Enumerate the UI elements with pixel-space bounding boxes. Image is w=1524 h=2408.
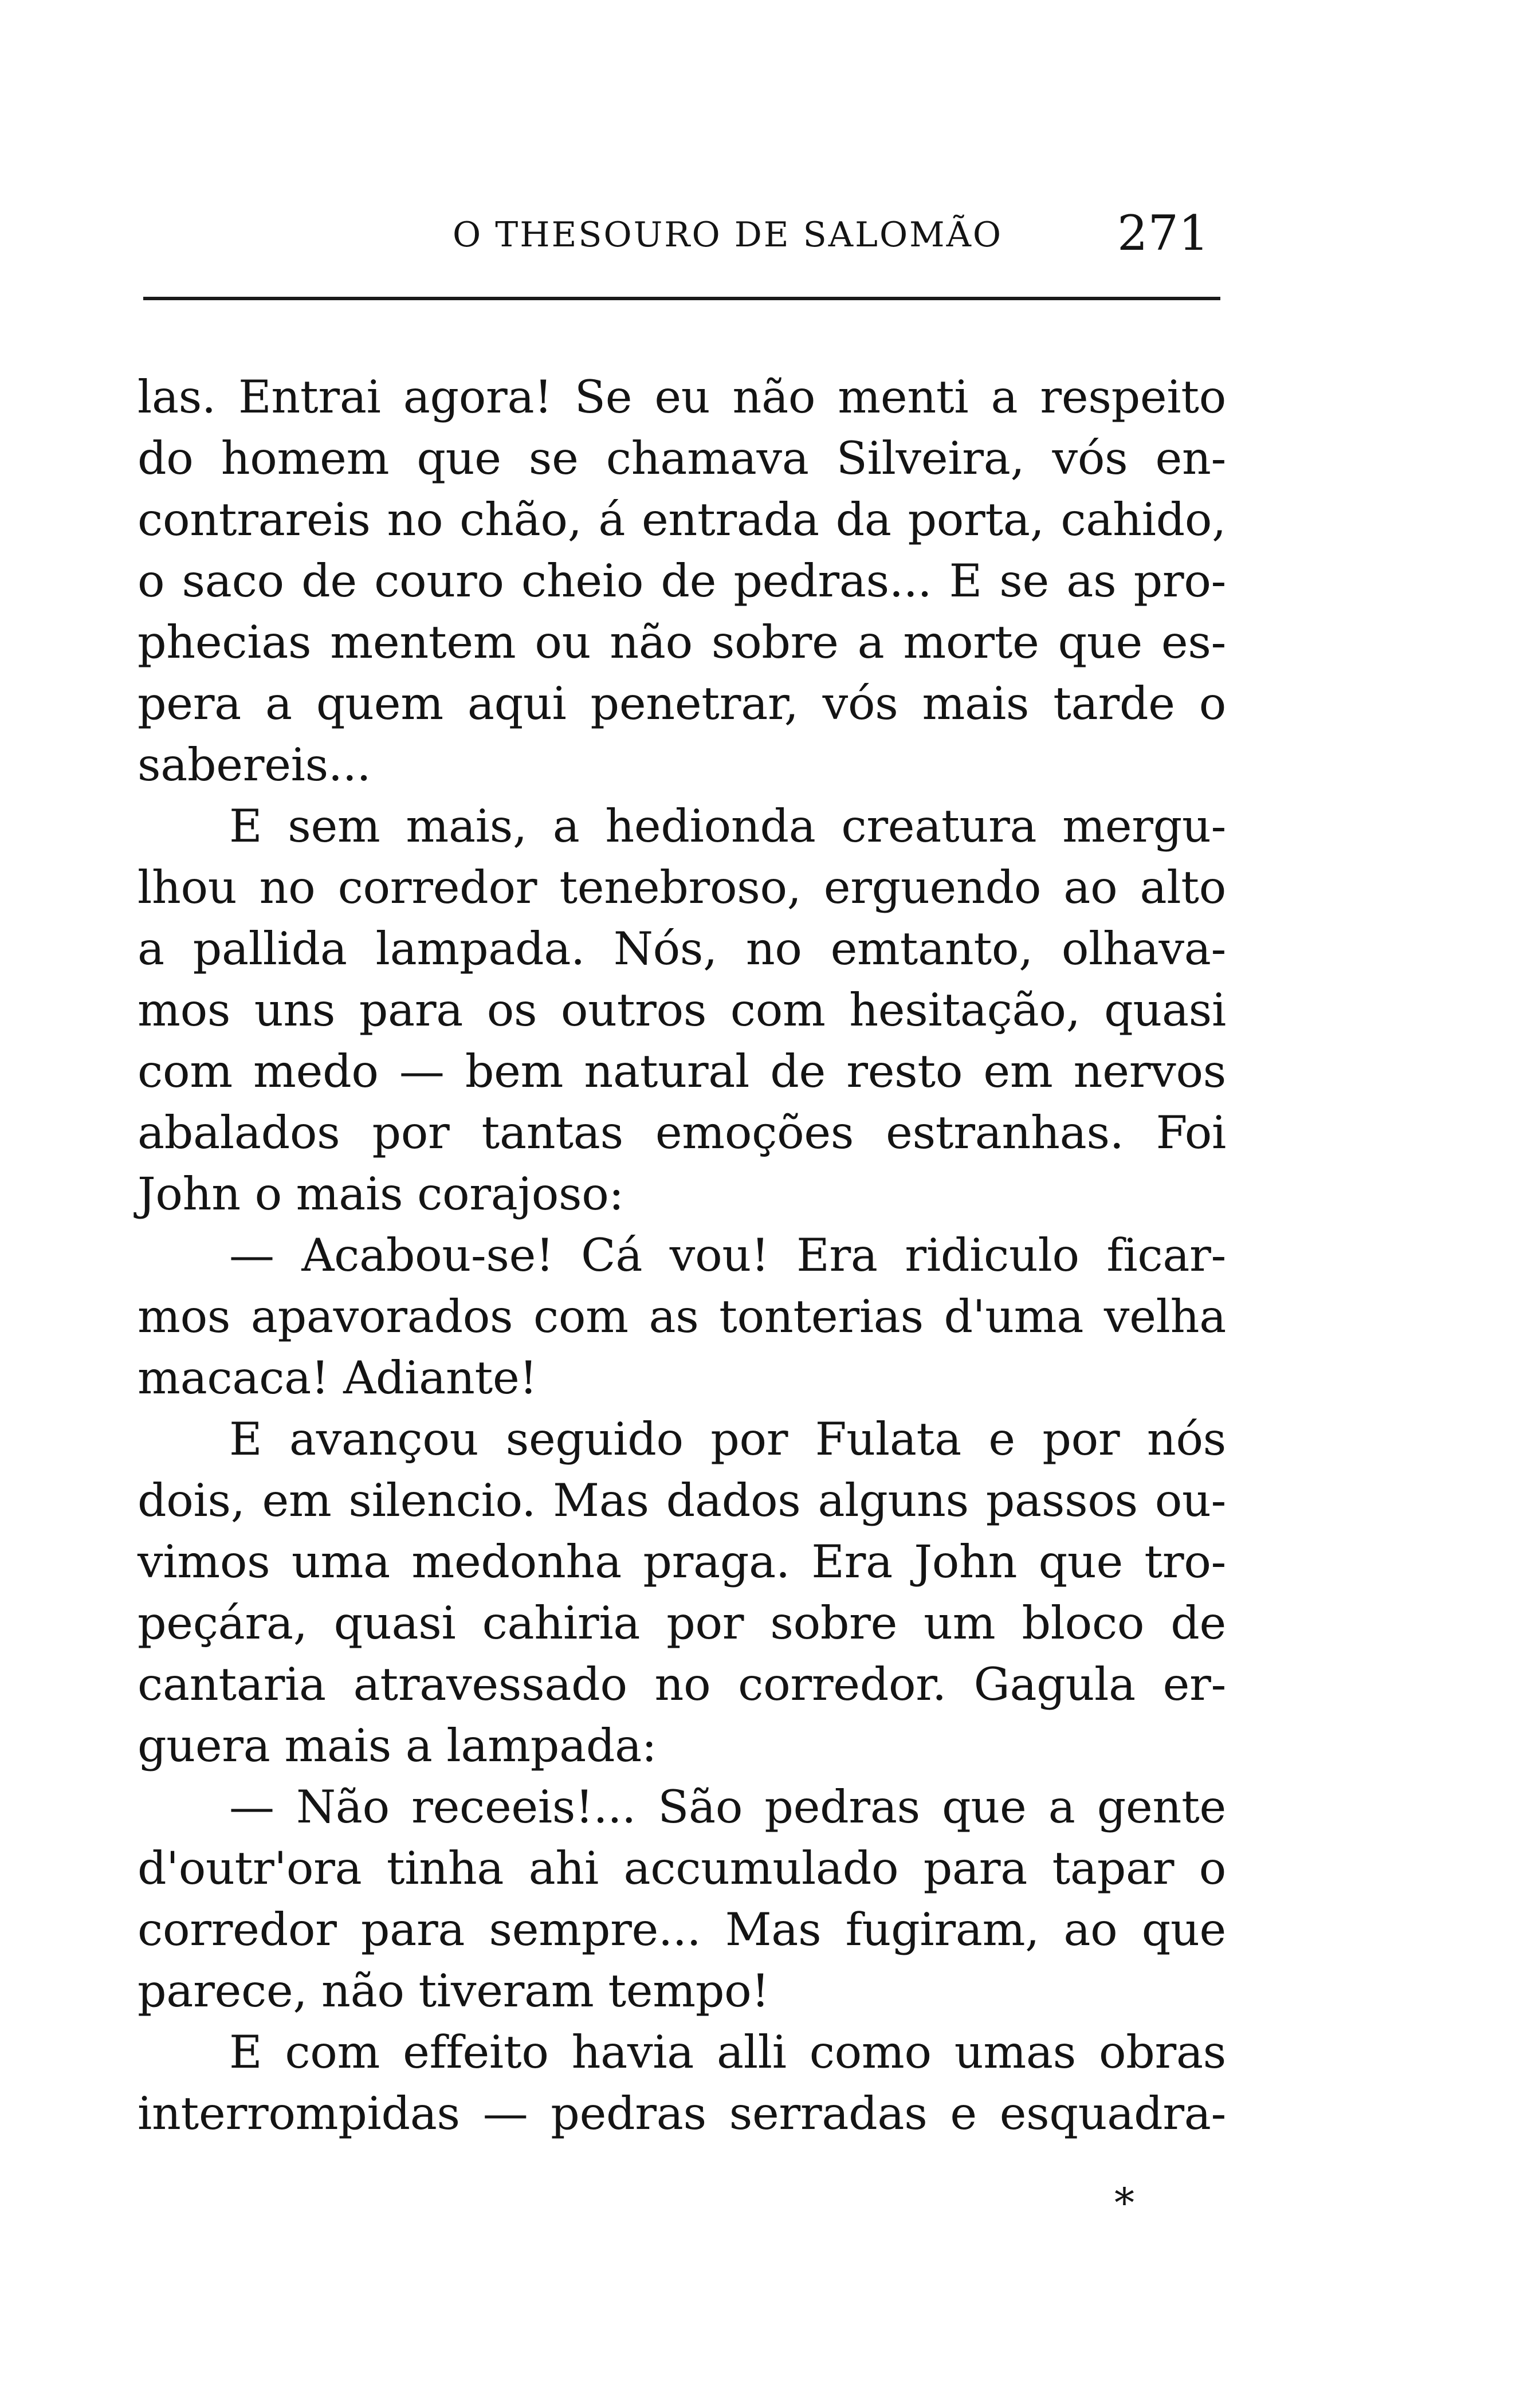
text-line: guera mais a lampada: xyxy=(138,1719,657,1772)
text-line: o saco de couro cheio de pedras... E se as pro- xyxy=(138,555,1226,607)
text-line: mos apavorados com as tonterias d'uma velha xyxy=(138,1290,1226,1343)
text-line: E sem mais, a hedionda creatura mergu- xyxy=(229,800,1226,853)
text-line: las. Entrai agora! Se eu não menti a respeito xyxy=(138,371,1226,423)
text-line: lhou no corredor tenebroso, erguendo ao alto xyxy=(138,861,1226,914)
text-line: corredor para sempre... Mas fugiram, ao que xyxy=(138,1903,1226,1956)
text-line: E com effeito havia alli como umas obras xyxy=(229,2026,1226,2079)
text-line: — Não receeis!... São pedras que a gente xyxy=(229,1781,1226,1833)
signature-mark: * xyxy=(1114,2179,1134,2226)
text-line: dois, em silencio. Mas dados alguns passos ou- xyxy=(138,1474,1226,1527)
text-line: parece, não tiveram tempo! xyxy=(138,1965,769,2017)
text-line: interrompidas — pedras serradas e esquadra- xyxy=(138,2087,1226,2140)
text-line: com medo — bem natural de resto em nervos xyxy=(138,1045,1226,1098)
text-line: phecias mentem ou não sobre a morte que es- xyxy=(138,616,1226,669)
text-line: pera a quem aqui penetrar, vós mais tarde o xyxy=(138,677,1226,730)
text-line: do homem que se chamava Silveira, vós en- xyxy=(138,432,1226,485)
text-line: mos uns para os outros com hesitação, quasi xyxy=(138,984,1226,1036)
text-line: — Acabou-se! Cá vou! Era ridiculo ficar- xyxy=(229,1229,1226,1282)
text-line: vimos uma medonha praga. Era John que tro- xyxy=(138,1535,1226,1588)
text-line: cantaria atravessado no corredor. Gagula er- xyxy=(138,1658,1226,1711)
text-line: E avançou seguido por Fulata e por nós xyxy=(229,1413,1226,1466)
text-line: abalados por tantas emoções estranhas. Foi xyxy=(138,1106,1226,1159)
text-line: macaca! Adiante! xyxy=(138,1352,537,1404)
text-line: John o mais corajoso: xyxy=(138,1168,624,1220)
running-title: O THESOURO DE SALOMÃO xyxy=(453,215,1003,255)
page-number: 271 xyxy=(1117,205,1209,261)
text-line: d'outr'ora tinha ahi accumulado para tapar o xyxy=(138,1842,1226,1895)
header-rule xyxy=(143,297,1220,300)
text-line: a pallida lampada. Nós, no emtanto, olhava- xyxy=(138,922,1226,975)
body-text xyxy=(138,367,1226,2144)
text-line: sabereis... xyxy=(138,738,371,791)
text-line: peçára, quasi cahiria por sobre um bloco de xyxy=(138,1597,1226,1649)
text-line: contrareis no chão, á entrada da porta, cahido, xyxy=(138,493,1226,546)
